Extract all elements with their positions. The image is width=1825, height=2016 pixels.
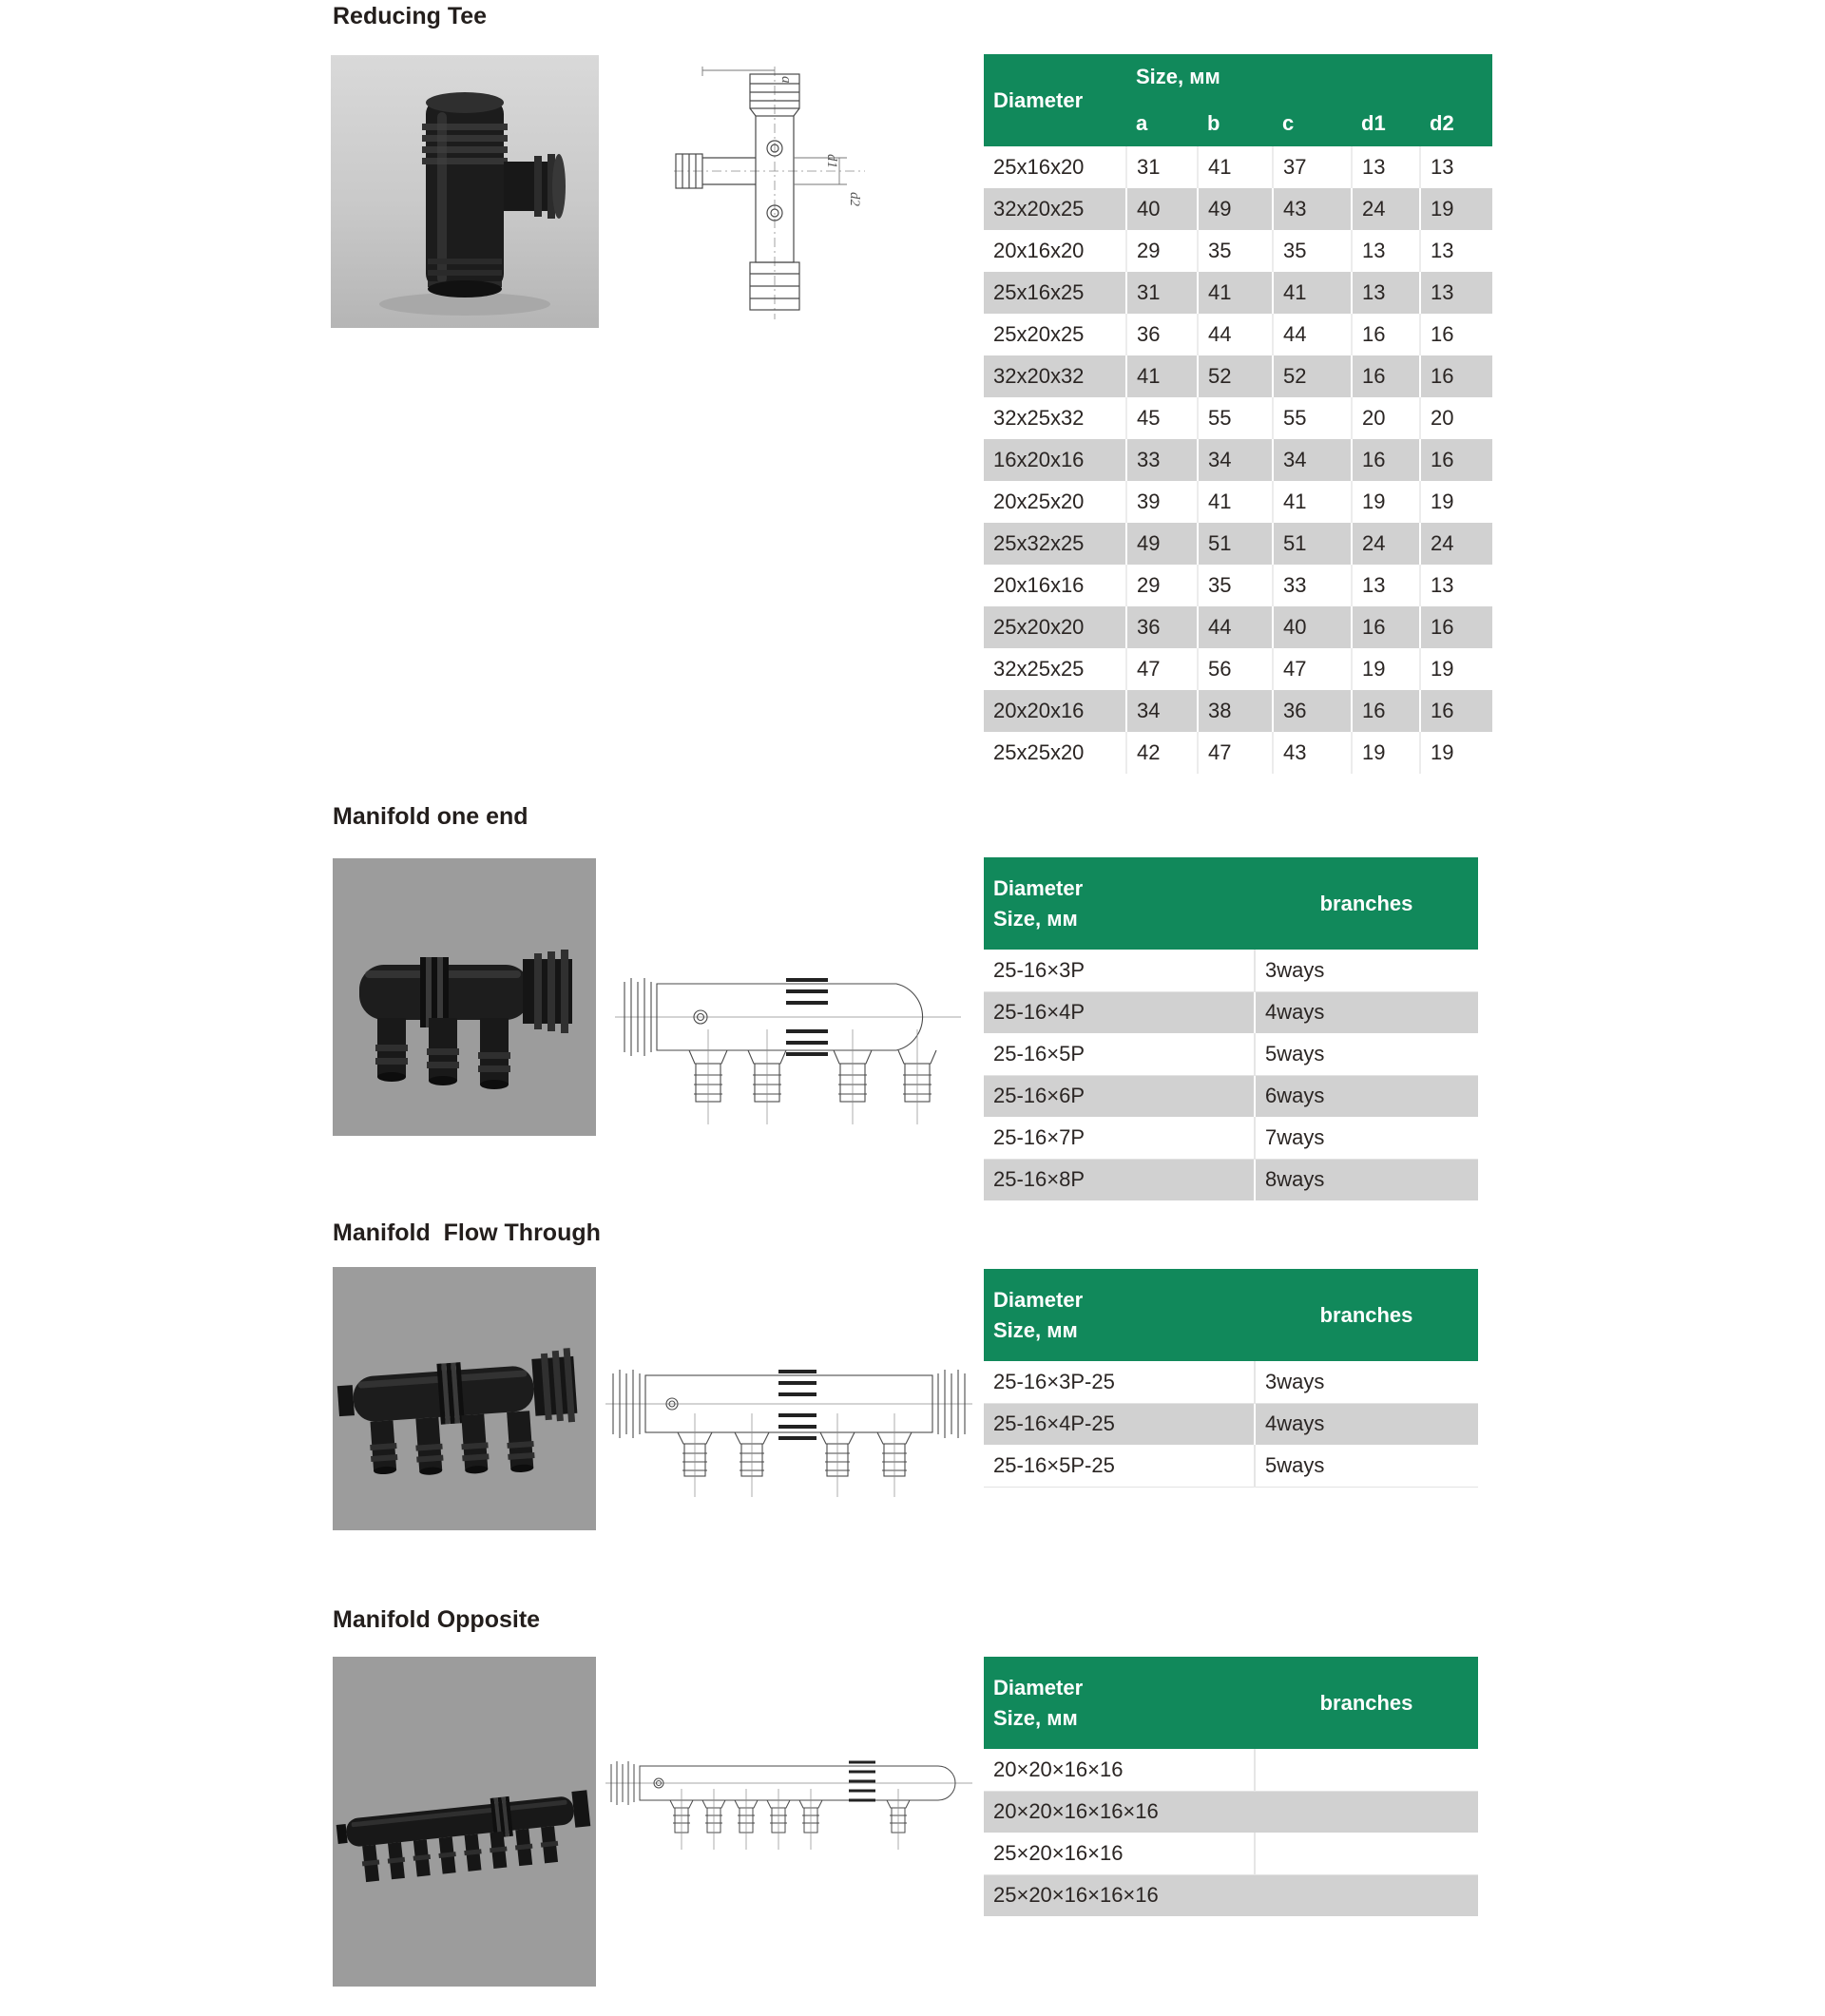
cell-d1: 13: [1352, 565, 1420, 606]
table-row: [984, 1361, 1478, 1403]
cell-c: 52: [1273, 355, 1352, 397]
cell-d1: 16: [1352, 355, 1420, 397]
cell-d2: 13: [1420, 272, 1492, 314]
cell-diameter: 20x25x20: [984, 481, 1126, 523]
header-line-size: Size, мм: [993, 906, 1078, 931]
table-row: [984, 439, 1492, 481]
cell-size: 20×20×16×16×16: [984, 1791, 1255, 1833]
col-header-diameter: Diameter: [984, 54, 1126, 146]
cell-size: 25-16×3P: [984, 950, 1255, 991]
cell-d2: 13: [1431, 155, 1454, 179]
table-row: [984, 1791, 1478, 1833]
manifold-flow-through-table-wrap: [984, 1269, 1478, 1488]
cell-d2: 24: [1420, 523, 1492, 565]
cell-size: 25-16×6P: [984, 1075, 1255, 1117]
cell-size: 25×20×16×16×16: [984, 1874, 1255, 1916]
cell-a: 39: [1126, 481, 1198, 523]
col-header-size-group: Size, мм: [1126, 54, 1492, 100]
cell-a: 29: [1126, 230, 1198, 272]
cell-d1: 16: [1352, 439, 1420, 481]
cell-size: 25×20×16×16: [984, 1833, 1255, 1874]
cell-branches: [1255, 1749, 1478, 1791]
cell-d1: 24: [1352, 523, 1420, 565]
cell-b: 35: [1198, 230, 1273, 272]
manifold-one-end-table-wrap: [984, 857, 1478, 1200]
cell-d1: 13: [1352, 146, 1420, 188]
table-row: [984, 481, 1492, 523]
table-row: [984, 1445, 1478, 1487]
col-header-d2: d2: [1420, 100, 1492, 146]
cell-c: 35: [1273, 230, 1352, 272]
manifold-one-end-photo: [333, 858, 596, 1136]
col-header-diameter-size: [984, 1269, 1255, 1361]
cell-d1: 16: [1352, 606, 1420, 648]
cell-b: 41: [1198, 272, 1273, 314]
manifold-opposite-table-wrap: [984, 1657, 1478, 1916]
cell-a: 33: [1126, 439, 1198, 481]
section-title-manifold-flow-through: Manifold Flow Through: [333, 1219, 601, 1246]
cell-branches: 3ways: [1255, 1361, 1478, 1403]
cell-a: 42: [1126, 732, 1198, 774]
cell-size: 25-16×4P-25: [984, 1403, 1255, 1445]
cell-branches: 3ways: [1255, 950, 1478, 991]
cell-branches: 4ways: [1255, 1403, 1478, 1445]
cell-diameter: 32x20x32: [984, 355, 1126, 397]
table-row: [984, 1833, 1478, 1874]
cell-b: 38: [1198, 690, 1273, 732]
cell-a: 34: [1126, 690, 1198, 732]
cell-a: 40: [1126, 188, 1198, 230]
reducing-tee-table-wrap: [984, 54, 1492, 774]
cell-c: 40: [1273, 606, 1352, 648]
cell-c: 34: [1273, 439, 1352, 481]
cell-b: 34: [1198, 439, 1273, 481]
cell-diameter: 32x20x25: [984, 188, 1126, 230]
reducing-tee-table: [984, 54, 1492, 774]
cell-b: 52: [1198, 355, 1273, 397]
table-row: [984, 690, 1492, 732]
table-row: [984, 397, 1492, 439]
cell-d1: 13: [1352, 272, 1420, 314]
table-row: [984, 950, 1478, 991]
cell-d2: 16: [1420, 606, 1492, 648]
col-header-a: a: [1126, 100, 1198, 146]
table-row: [984, 1403, 1478, 1445]
cell-b: 44: [1198, 314, 1273, 355]
cell-d2: 16: [1420, 690, 1492, 732]
table-row: [984, 648, 1492, 690]
cell-size: 25-16×3P-25: [984, 1361, 1255, 1403]
cell-b: 55: [1198, 397, 1273, 439]
cell-a: 31: [1126, 146, 1198, 188]
cell-c: 51: [1273, 523, 1352, 565]
manifold-opposite-photo: [333, 1657, 596, 1987]
dim-label-d2: d2: [847, 192, 862, 206]
cell-a: 45: [1126, 397, 1198, 439]
table-row: [984, 355, 1492, 397]
manifold-flow-through-drawing: [604, 1345, 974, 1505]
cell-c: 33: [1273, 565, 1352, 606]
cell-branches: 5ways: [1255, 1445, 1478, 1487]
section-title-manifold-opposite: Manifold Opposite: [333, 1606, 541, 1633]
table-row: [984, 1749, 1478, 1791]
tee-drawing: [670, 63, 874, 323]
cell-c: 41: [1273, 272, 1352, 314]
cell-b: 35: [1198, 565, 1273, 606]
table-row: [984, 606, 1492, 648]
cell-b: 47: [1198, 732, 1273, 774]
cell-branches: 6ways: [1255, 1075, 1478, 1117]
col-header-diameter-size: [984, 857, 1255, 950]
cell-d1: 20: [1352, 397, 1420, 439]
col-header-branches: branches: [1255, 857, 1478, 950]
cell-a: 31: [1126, 272, 1198, 314]
manifold-opposite-drawing: [604, 1747, 974, 1866]
table-row: [984, 565, 1492, 606]
cell-d2: 20: [1431, 406, 1454, 430]
manifold-one-end-table: [984, 857, 1478, 1200]
cell-size: 25-16×5P-25: [984, 1445, 1255, 1487]
cell-d2: 19: [1420, 188, 1492, 230]
cell-a: 29: [1126, 565, 1198, 606]
col-header-c: c: [1273, 100, 1352, 146]
col-header-branches: branches: [1255, 1269, 1478, 1361]
cell-size: 25-16×7P: [984, 1117, 1255, 1159]
cell-d2: 13: [1431, 239, 1454, 262]
cell-diameter: 20x16x16: [984, 565, 1126, 606]
cell-branches: [1255, 1791, 1478, 1833]
table-row: [984, 991, 1478, 1033]
table-row: [984, 1874, 1478, 1916]
cell-b: 41: [1198, 481, 1273, 523]
cell-diameter: 16x20x16: [984, 439, 1126, 481]
cell-c: 44: [1273, 314, 1352, 355]
section-title-reducing-tee: Reducing Tee: [333, 3, 488, 29]
table-row: [984, 732, 1492, 774]
col-header-branches: branches: [1255, 1657, 1478, 1749]
header-line-diameter: Diameter: [993, 1675, 1084, 1699]
cell-a: 36: [1126, 314, 1198, 355]
cell-d2: 13: [1431, 573, 1454, 597]
cell-c: 47: [1273, 648, 1352, 690]
table-row: [984, 188, 1492, 230]
header-line-size: Size, мм: [993, 1705, 1078, 1730]
cell-size: 25-16×4P: [984, 991, 1255, 1033]
cell-b: 44: [1198, 606, 1273, 648]
dim-label-d1: d1: [824, 154, 839, 168]
cell-a: 41: [1126, 355, 1198, 397]
cell-diameter: 25x16x20: [984, 146, 1126, 188]
dim-label-a: a: [778, 76, 794, 84]
cell-diameter: 25x25x20: [984, 732, 1126, 774]
table-row: [984, 230, 1492, 272]
cell-d1: 19: [1352, 732, 1420, 774]
cell-size: 25-16×8P: [984, 1159, 1255, 1200]
cell-c: 41: [1273, 481, 1352, 523]
cell-diameter: 20x20x16: [984, 690, 1126, 732]
cell-a: 36: [1126, 606, 1198, 648]
table-row: [984, 146, 1492, 188]
cell-b: 41: [1198, 146, 1273, 188]
cell-branches: [1255, 1833, 1478, 1874]
cell-c: 43: [1273, 188, 1352, 230]
section-title-manifold-one-end: Manifold one end: [333, 803, 528, 830]
header-line-diameter: Diameter: [993, 875, 1084, 900]
cell-d2: 19: [1431, 657, 1454, 681]
col-header-b: b: [1198, 100, 1273, 146]
cell-d1: 24: [1352, 188, 1420, 230]
cell-b: 51: [1198, 523, 1273, 565]
cell-size: 25-16×5P: [984, 1033, 1255, 1075]
cell-branches: 8ways: [1255, 1159, 1478, 1200]
cell-branches: 5ways: [1255, 1033, 1478, 1075]
cell-diameter: 32x25x32: [984, 397, 1126, 439]
cell-d1: 19: [1352, 648, 1420, 690]
cell-c: 55: [1273, 397, 1352, 439]
manifold-one-end-drawing: [613, 936, 965, 1131]
cell-branches: [1255, 1874, 1478, 1916]
cell-diameter: 25x16x25: [984, 272, 1126, 314]
table-row: [984, 1117, 1478, 1159]
table-row: [984, 1033, 1478, 1075]
col-header-diameter-size: [984, 1657, 1255, 1749]
manifold-flow-through-photo: [333, 1267, 596, 1530]
tee-photo: [331, 55, 599, 328]
cell-c: 37: [1273, 146, 1352, 188]
header-line-size: Size, мм: [993, 1317, 1078, 1342]
table-row: [984, 1075, 1478, 1117]
cell-d1: 16: [1352, 314, 1420, 355]
cell-branches: 7ways: [1255, 1117, 1478, 1159]
cell-diameter: 25x20x25: [984, 314, 1126, 355]
manifold-flow-through-table: [984, 1269, 1478, 1488]
cell-d2: 19: [1431, 490, 1454, 513]
cell-c: 43: [1273, 732, 1352, 774]
cell-c: 36: [1273, 690, 1352, 732]
manifold-opposite-table: [984, 1657, 1478, 1916]
cell-d1: 16: [1352, 690, 1420, 732]
header-line-diameter: Diameter: [993, 1287, 1084, 1312]
cell-d1: 19: [1352, 481, 1420, 523]
cell-b: 49: [1198, 188, 1273, 230]
cell-branches: 4ways: [1255, 991, 1478, 1033]
cell-b: 56: [1198, 648, 1273, 690]
table-row: [984, 523, 1492, 565]
col-header-d1: d1: [1352, 100, 1420, 146]
table-row: [984, 272, 1492, 314]
cell-diameter: 25x20x20: [984, 606, 1126, 648]
cell-d2: 16: [1420, 439, 1492, 481]
cell-d2: 16: [1420, 355, 1492, 397]
cell-d2: 19: [1431, 740, 1454, 764]
cell-diameter: 32x25x25: [984, 648, 1126, 690]
cell-d2: 16: [1431, 322, 1454, 346]
cell-a: 47: [1126, 648, 1198, 690]
cell-diameter: 20x16x20: [984, 230, 1126, 272]
cell-size: 20×20×16×16: [984, 1749, 1255, 1791]
table-row: [984, 314, 1492, 355]
table-row: [984, 1159, 1478, 1200]
cell-d1: 13: [1352, 230, 1420, 272]
cell-diameter: 25x32x25: [984, 523, 1126, 565]
cell-a: 49: [1126, 523, 1198, 565]
